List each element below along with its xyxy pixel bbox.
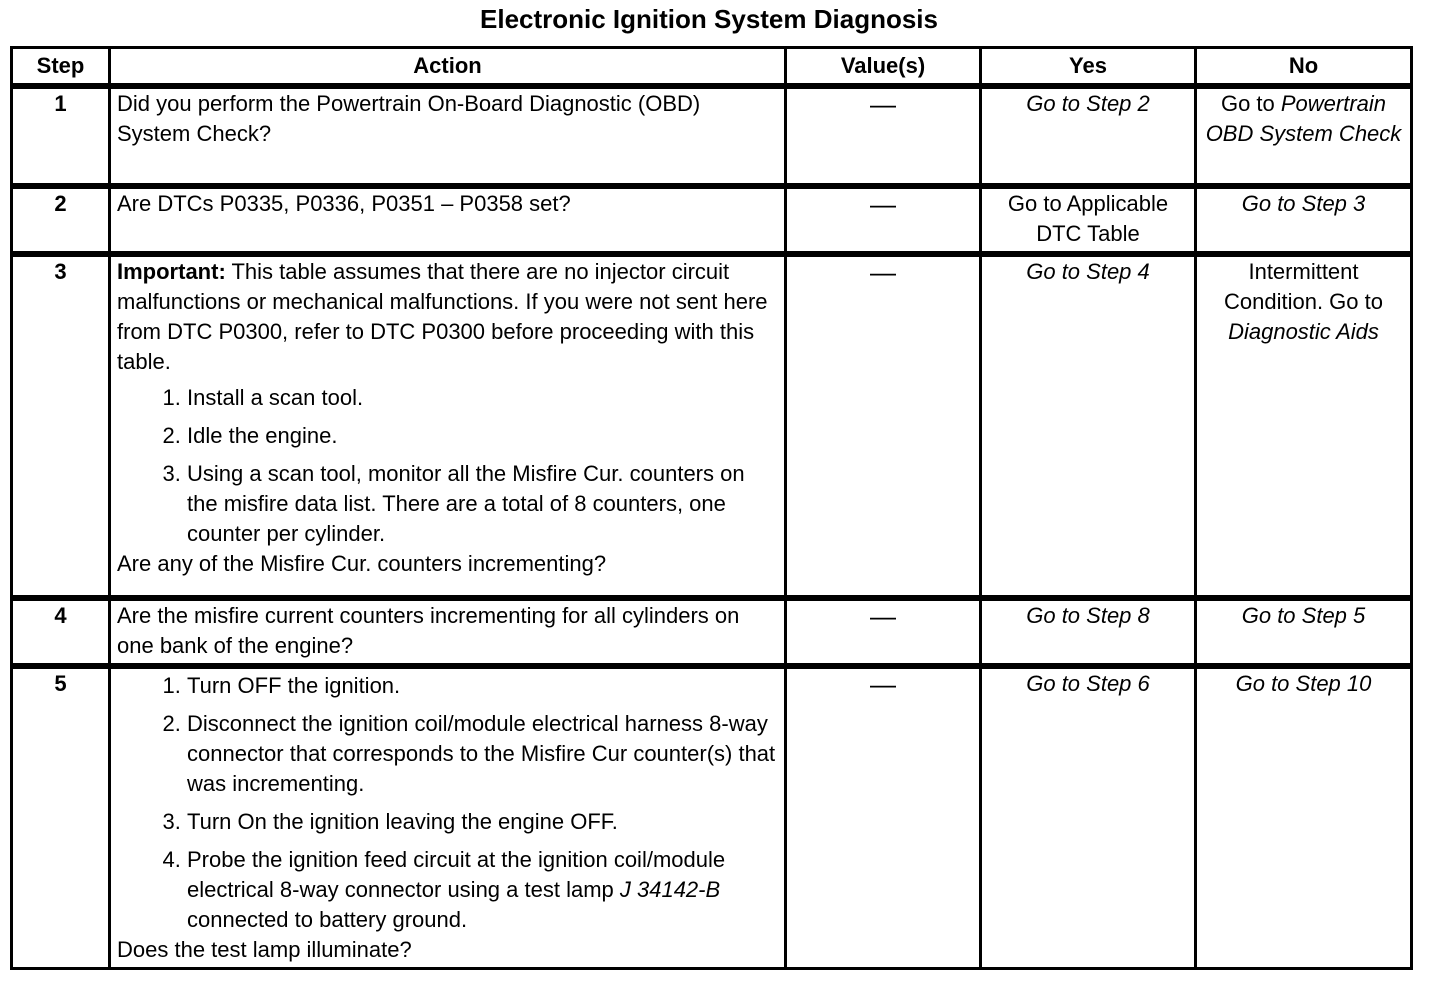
- procedure-list: [117, 383, 778, 549]
- table-header-row: [12, 48, 1412, 87]
- diagnosis-table: [10, 46, 1413, 970]
- value-cell: —: [786, 186, 981, 254]
- no-cell: [1196, 86, 1412, 186]
- table-row: [12, 254, 1412, 598]
- header-step: Step: [12, 48, 110, 87]
- no-cell: Go to Step 5: [1196, 598, 1412, 666]
- action-cell: Did you perform the Powertrain On-Board Diagnostic (OBD) System Check?: [110, 86, 786, 186]
- action-cell: Are DTCs P0335, P0336, P0351 – P0358 set?: [110, 186, 786, 254]
- list-item: 3. Turn On the ignition leaving the engine OFF.: [187, 807, 778, 837]
- list-item: 1. Install a scan tool.: [187, 383, 778, 413]
- table-row: [12, 186, 1412, 254]
- table-row: [12, 666, 1412, 969]
- item-text: Probe the ignition feed circuit at the ignition coil/module electrical 8-way connector using a test lamp: [187, 847, 726, 902]
- no-cell: [1196, 254, 1412, 598]
- value-cell: —: [786, 86, 981, 186]
- list-item: 3. Using a scan tool, monitor all the Misfire Cur. counters on the misfire data list. There are a total of 8 counters, one counter per cylinder.: [187, 459, 778, 549]
- list-item: 2. Idle the engine.: [187, 421, 778, 451]
- header-no: No: [1196, 48, 1412, 87]
- yes-cell: Go to Step 8: [981, 598, 1196, 666]
- no-link: Diagnostic Aids: [1228, 319, 1379, 344]
- value-cell: —: [786, 666, 981, 969]
- no-cell: Go to Step 10: [1196, 666, 1412, 969]
- value-cell: —: [786, 598, 981, 666]
- list-item: 1. Turn OFF the ignition.: [187, 671, 778, 701]
- yes-cell: Go to Step 6: [981, 666, 1196, 969]
- yes-cell: Go to Applicable DTC Table: [981, 186, 1196, 254]
- item-text-end: connected to battery ground.: [187, 907, 468, 932]
- procedure-list: [117, 671, 778, 935]
- no-link: Powertrain OBD System Check: [1205, 91, 1402, 146]
- header-action: Action: [110, 48, 786, 87]
- action-cell: [110, 254, 786, 598]
- step-number: 2: [12, 186, 110, 254]
- tool-number: J 34142-B: [619, 877, 721, 902]
- action-cell: Are the misfire current counters incrementing for all cylinders on one bank of the engine?: [110, 598, 786, 666]
- no-prefix: Intermittent Condition. Go to: [1224, 259, 1383, 314]
- table-row: [12, 598, 1412, 666]
- step-number: 5: [12, 666, 110, 969]
- value-cell: —: [786, 254, 981, 598]
- table-row: [12, 86, 1412, 186]
- no-prefix: Go to: [1220, 91, 1281, 116]
- list-item: [187, 845, 778, 935]
- action-question: Does the test lamp illuminate?: [117, 937, 412, 962]
- no-cell: Go to Step 3: [1196, 186, 1412, 254]
- important-text: This table assumes that there are no injector circuit malfunctions or mechanical malfunctions. If you were not sent here from DTC P0300, refer to DTC P0300 before proceeding with this table.: [117, 259, 768, 374]
- step-number: 4: [12, 598, 110, 666]
- header-yes: Yes: [981, 48, 1196, 87]
- yes-cell: Go to Step 4: [981, 254, 1196, 598]
- important-label: Important:: [117, 259, 226, 284]
- action-cell: [110, 666, 786, 969]
- list-item: 2. Disconnect the ignition coil/module electrical harness 8-way connector that corresponds to the Misfire Cur counter(s) that was incrementing.: [187, 709, 778, 799]
- important-note: [117, 257, 778, 377]
- step-number: 3: [12, 254, 110, 598]
- header-values: Value(s): [786, 48, 981, 87]
- step-number: 1: [12, 86, 110, 186]
- document-title: Electronic Ignition System Diagnosis: [480, 4, 938, 34]
- action-question: Are any of the Misfire Cur. counters incrementing?: [117, 551, 607, 576]
- yes-cell: Go to Step 2: [981, 86, 1196, 186]
